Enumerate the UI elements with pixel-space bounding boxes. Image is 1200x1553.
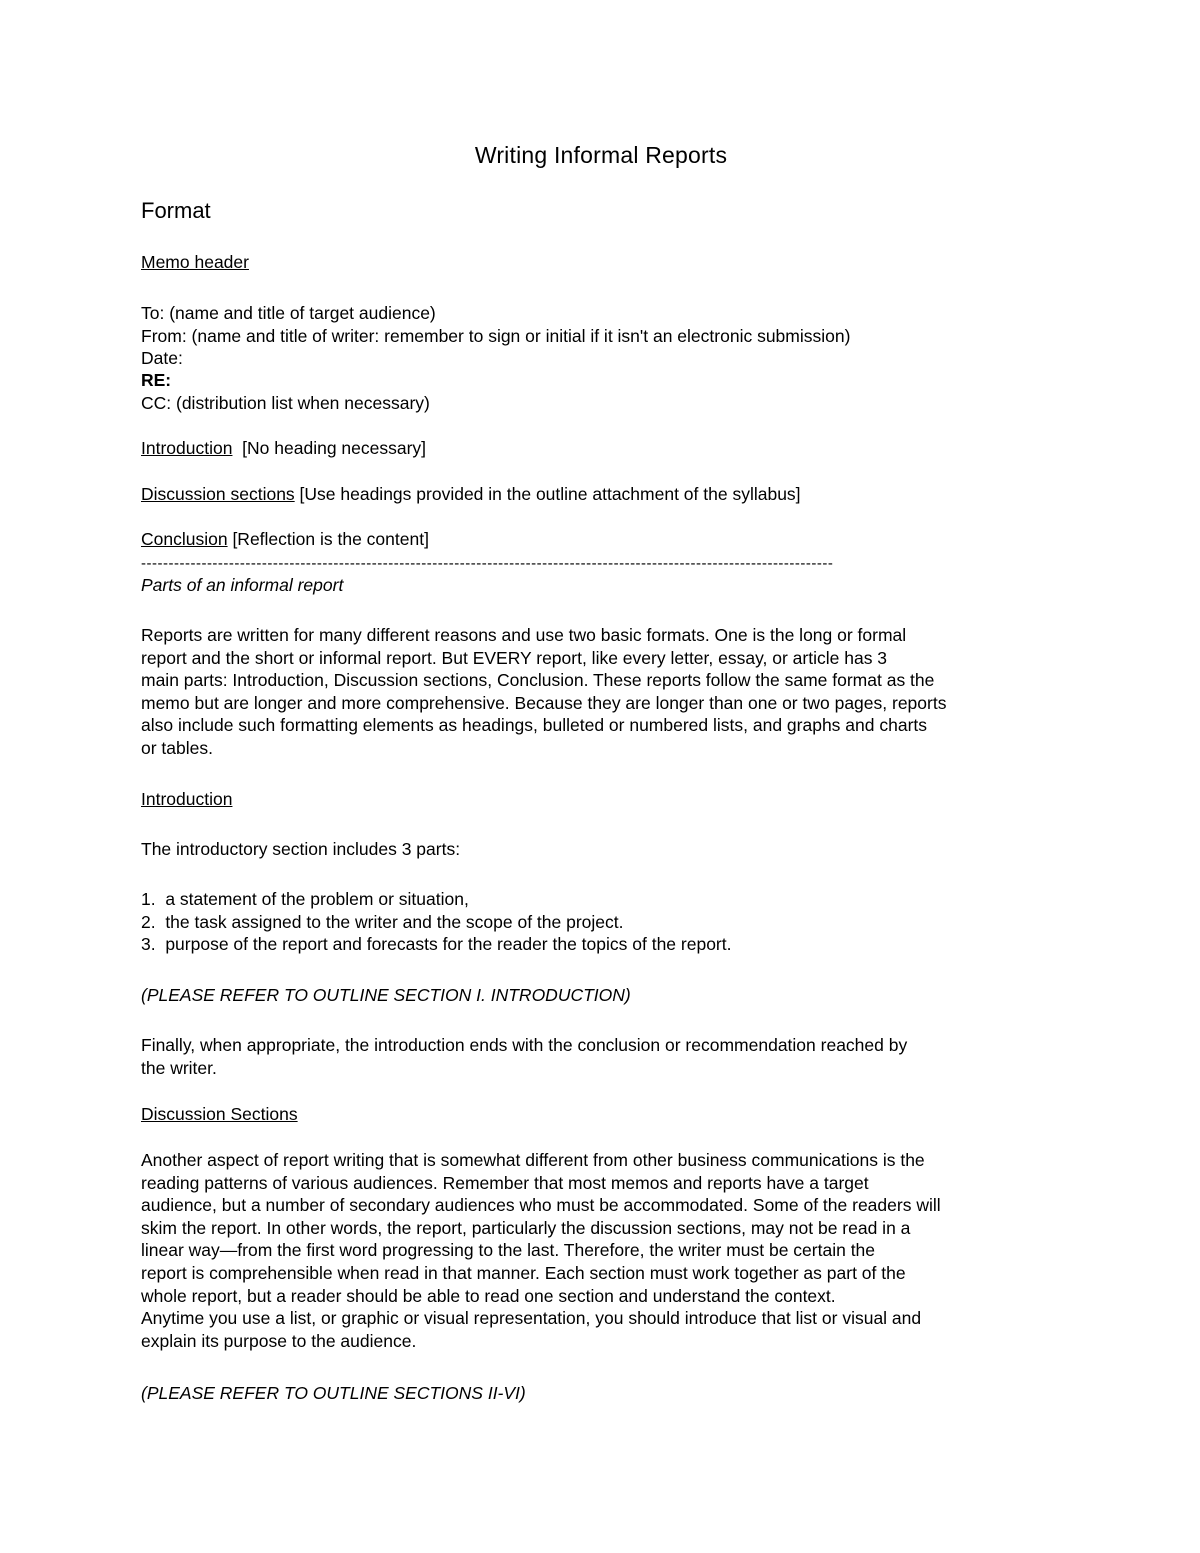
format-heading: Format bbox=[141, 198, 211, 223]
paragraph-line: report and the short or informal report. But EVERY report, like every letter, essay, or article has 3 bbox=[141, 647, 888, 668]
format-item-label: Discussion sections bbox=[141, 484, 295, 504]
paragraph-line: main parts: Introduction, Discussion sections, Conclusion. These reports follow the same format as the bbox=[141, 670, 935, 691]
paragraph-line: audience, but a number of secondary audiences who must be accommodated. Some of the readers will bbox=[141, 1195, 941, 1216]
parts-heading: Parts of an informal report bbox=[141, 575, 344, 595]
introduction-list bbox=[141, 888, 1061, 956]
paragraph-line: skim the report. In other words, the report, particularly the discussion sections, may not be read in a bbox=[141, 1217, 911, 1238]
memo-header-label: Memo header bbox=[141, 252, 249, 272]
paragraph-line: Anytime you use a list, or graphic or visual representation, you should introduce that list or visual and bbox=[141, 1308, 922, 1329]
discussion-refer-note: (PLEASE REFER TO OUTLINE SECTIONS II-VI) bbox=[141, 1383, 526, 1403]
format-item-conclusion bbox=[141, 528, 429, 551]
format-item-note: [No heading necessary] bbox=[232, 438, 427, 458]
memo-cc-line: CC: (distribution list when necessary) bbox=[141, 393, 430, 413]
discussion-paragraph bbox=[141, 1149, 1061, 1352]
parts-paragraph bbox=[141, 624, 1061, 760]
memo-date-line: Date: bbox=[141, 348, 183, 368]
format-item-discussion bbox=[141, 483, 801, 506]
paragraph-line: report is comprehensible when read in that manner. Each section must work together as part of the bbox=[141, 1262, 906, 1283]
format-item-label: Introduction bbox=[141, 438, 233, 458]
paragraph-line: whole report, but a reader should be able to read one section and understand the context. bbox=[141, 1285, 836, 1306]
format-item-note: [Reflection is the content] bbox=[227, 529, 429, 549]
paragraph-line: or tables. bbox=[141, 737, 213, 758]
section-divider: ------------------------------------------------------------------------------------------------------------------------------ bbox=[141, 555, 834, 572]
paragraph-line: Another aspect of report writing that is somewhat different from other business communications is the bbox=[141, 1150, 925, 1170]
memo-re-line: RE: bbox=[141, 370, 172, 390]
paragraph-line: also include such formatting elements as headings, bulleted or numbered lists, and graphs and charts bbox=[141, 715, 928, 736]
paragraph-line: explain its purpose to the audience. bbox=[141, 1330, 417, 1351]
paragraph-line: reading patterns of various audiences. Remember that most memos and reports have a target bbox=[141, 1172, 869, 1193]
format-item-label: Conclusion bbox=[141, 529, 228, 549]
memo-from-line: From: (name and title of writer: remember to sign or initial if it isn't an electronic submission) bbox=[141, 326, 851, 346]
discussion-heading: Discussion Sections bbox=[141, 1104, 298, 1124]
format-item-note: [Use headings provided in the outline attachment of the syllabus] bbox=[294, 484, 801, 504]
memo-to-line: To: (name and title of target audience) bbox=[141, 303, 436, 323]
paragraph-line: Reports are written for many different reasons and use two basic formats. One is the long or formal bbox=[141, 625, 907, 645]
introduction-refer-note: (PLEASE REFER TO OUTLINE SECTION I. INTRODUCTION) bbox=[141, 985, 631, 1005]
introduction-heading: Introduction bbox=[141, 789, 233, 809]
list-item: 1. a statement of the problem or situation, bbox=[141, 889, 469, 909]
paragraph-line: the writer. bbox=[141, 1057, 217, 1078]
paragraph-line: memo but are longer and more comprehensive. Because they are longer than one or two pages, reports bbox=[141, 692, 947, 713]
introduction-closing bbox=[141, 1034, 1061, 1079]
format-item-introduction bbox=[141, 437, 426, 460]
list-item: 3. purpose of the report and forecasts for the reader the topics of the report. bbox=[141, 934, 732, 955]
introduction-lead: The introductory section includes 3 parts: bbox=[141, 839, 461, 859]
list-item: 2. the task assigned to the writer and the scope of the project. bbox=[141, 911, 624, 932]
document-title: Writing Informal Reports bbox=[474, 142, 728, 168]
paragraph-line: linear way—from the first word progressing to the last. Therefore, the writer must be certain the bbox=[141, 1240, 876, 1261]
paragraph-line: Finally, when appropriate, the introduction ends with the conclusion or recommendation reached by bbox=[141, 1035, 908, 1055]
